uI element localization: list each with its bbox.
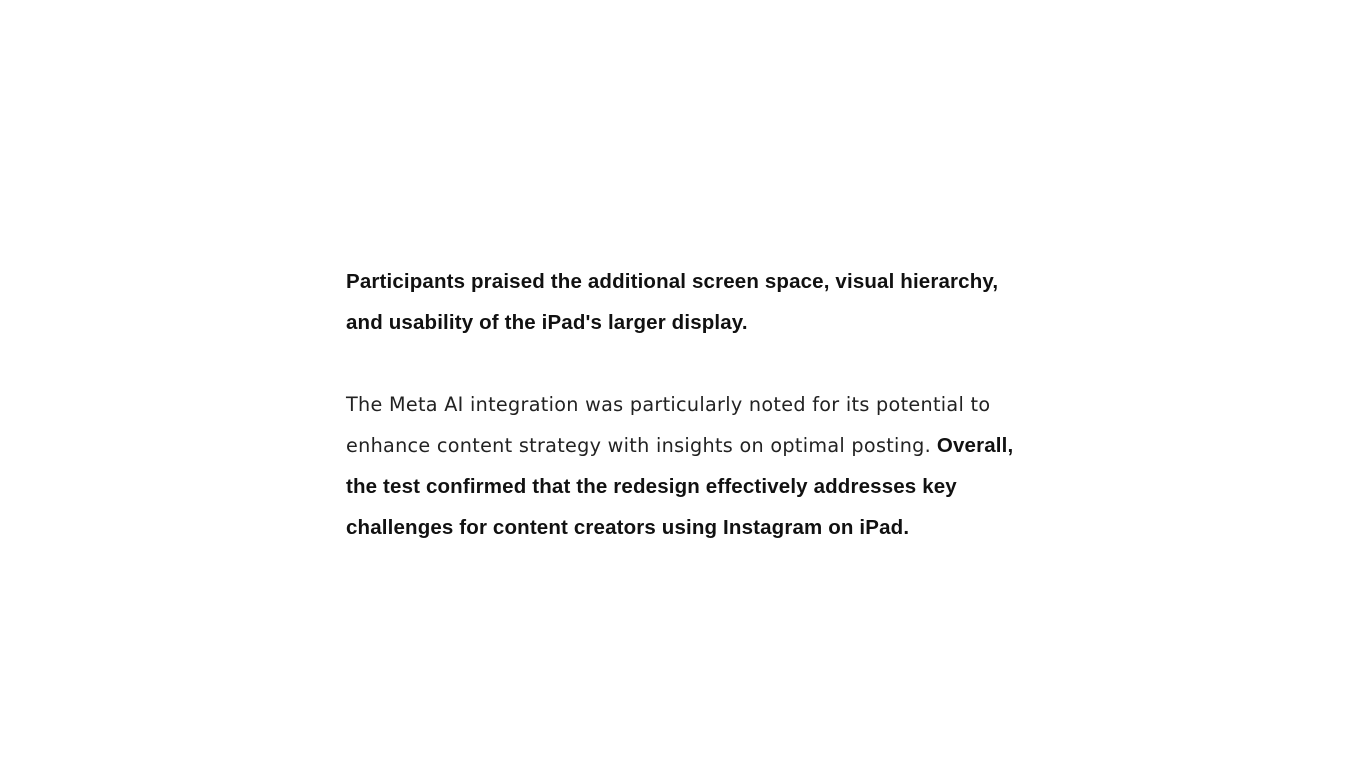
paragraph-spacer [346, 343, 1036, 384]
summary-paragraph-2 [346, 384, 1036, 548]
meta-ai-sentence: The Meta AI integration was particularly noted for its potential to enhance content strategy with insights on optimal posting. [346, 393, 991, 457]
overall-conclusion-sentence: Overall, the test confirmed that the redesign effectively addresses key challenges for content creators using Instagram on iPad. [346, 434, 1014, 539]
summary-text-block [346, 261, 1036, 548]
summary-paragraph-1: Participants praised the additional screen space, visual hierarchy, and usability of the iPad's larger display. [346, 270, 999, 334]
